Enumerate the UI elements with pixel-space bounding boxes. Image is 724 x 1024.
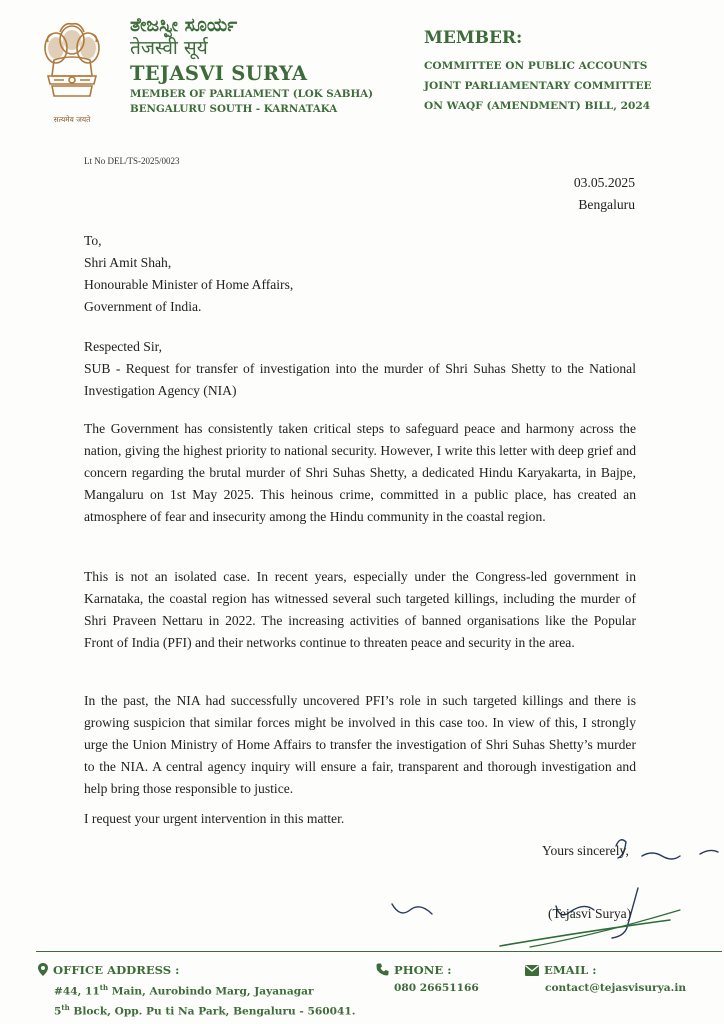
name-hindi: तेजस्वी सूर्य [130,37,208,59]
paragraph: This is not an isolated case. In recent years, especially under the Congress-led government in Karnataka, the coastal region has witnessed several such targeted killings, including the murder of Shri Praveen Nettaru in 2022. The increasing activities of banned organisations like the Popular Front of India (PFI) and their networks continue to threaten peace and security in the area. [84,569,636,650]
lion-capital-icon [34,14,110,114]
name-kannada: ತೇಜಸ್ವೀ ಸೂರ್ಯ [130,14,238,36]
committee-line: JOINT PARLIAMENTARY COMMITTEE [424,80,652,92]
date-place [574,172,635,216]
addressee-to: To, [84,233,102,248]
emblem-motto: सत्यमेव जयते [53,115,91,124]
addressee-line: Government of India. [84,299,202,314]
phone-block [376,962,479,996]
signatory-name: (Tejasvi Surya) [548,906,632,921]
letter-reference: Lt No DEL/TS-2025/0023 [84,156,180,166]
paragraph: I request your urgent intervention in this matter. [84,811,345,826]
committee-line: ON WAQF (AMENDMENT) BILL, 2024 [424,100,651,112]
paragraph: In the past, the NIA had successfully uncovered PFI’s role in such targeted killings and there is growing suspicion that similar forces might be involved in this case too. In view of this, I strongly urge the Union Ministry of Home Affairs to transfer the investigation of Shri Suhas Shetty’s murder to the NIA. A central agency inquiry will ensure a fair, transparent and thorough investigation and help bring those responsible to justice. [84,693,636,796]
office-address-label: OFFICE ADDRESS : [53,963,180,977]
phone-label: PHONE : [394,963,452,977]
letterhead-name-block [130,14,410,117]
committee-block [424,28,720,116]
salutation-block [84,336,636,402]
addressee-block [84,230,636,318]
address-line-2: 5th Block, Opp. Pu ti Na Park, Bengaluru - 560041. [54,1002,356,1018]
letter-date: 03.05.2025 [573,175,635,190]
name-english: TEJASVI SURYA [130,62,308,85]
addressee-line: Honourable Minister of Home Affairs, [84,277,294,292]
phone-icon [376,963,389,976]
location-pin-icon [38,963,48,976]
letter-place: Bengaluru [578,197,635,212]
email-label: EMAIL : [544,963,597,977]
email-address[interactable]: contact@tejasvisurya.in [545,982,687,994]
envelope-icon [525,965,539,976]
salutation: Respected Sir, [84,339,162,354]
member-heading: MEMBER: [424,28,523,48]
committee-line: COMMITTEE ON PUBLIC ACCOUNTS [424,60,648,72]
paragraph: The Government has consistently taken critical steps to safeguard peace and harmony across the nation, giving the highest priority to national security. However, I write this letter with deep grief and concern regarding the brutal murder of Shri Suhas Shetty, a dedicated Hindu Karyakarta, in Bajpe, Mangaluru on 1st May 2025. This heinous crime, committed in a public place, has created an atmosphere of fear and insecurity among the Hindu community in the coastal region. [84,421,636,524]
constituency: BENGALURU SOUTH - KARNATAKA [130,103,338,115]
closing: Yours sincerely, [542,843,629,858]
national-emblem [34,14,110,130]
phone-number[interactable]: 080 26651166 [394,982,479,994]
office-address [38,962,355,1019]
subject-line: SUB - Request for transfer of investigation into the murder of Shri Suhas Shetty to the National Investigation Agency (NIA) [84,361,636,398]
addressee-line: Shri Amit Shah, [84,255,172,270]
email-block [525,962,686,996]
footer-divider [36,951,722,952]
address-line-1: #44, 11th Main, Aurobindo Marg, Jayanagar [54,983,314,998]
mp-title: MEMBER OF PARLIAMENT (LOK SABHA) [130,88,374,100]
